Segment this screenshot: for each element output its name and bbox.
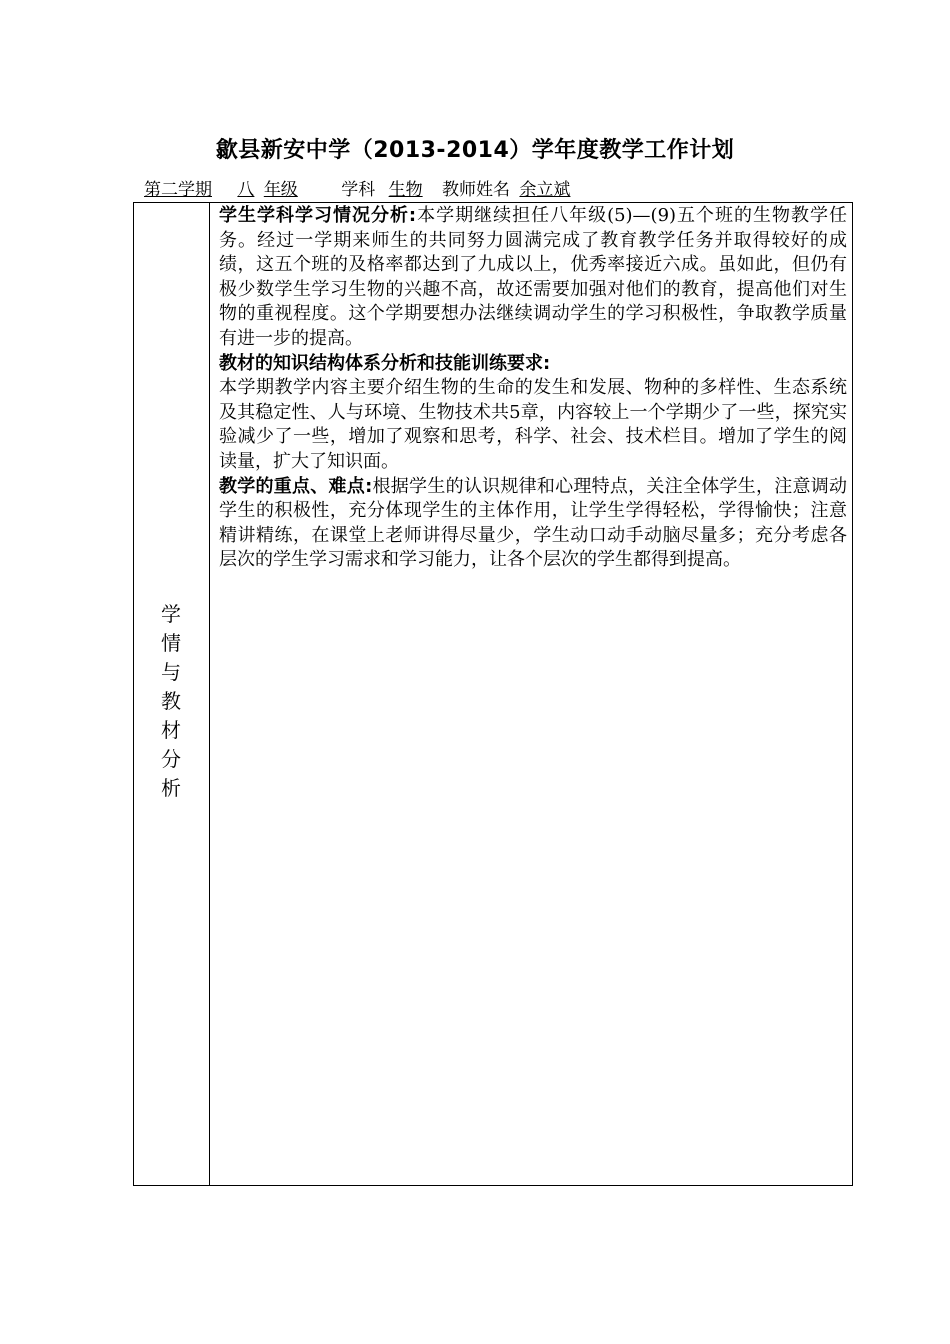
subject-label: 学科 [341,180,376,200]
subject-value: 生物 [388,180,423,200]
column-divider [209,202,210,1186]
section-body: 根据学生的认识规律和心理特点，关注全体学生，注意调动学生的积极性，充分体现学生的主体作用，让学生学得轻松，学得愉快；注意精讲精练，在课堂上老师讲得尽量少，学生动口动手动脑尽量多；充分考虑各层次的学生学习需求和学习能力，让各个层次的学生都得到提高。 [219,475,848,571]
side-label-char: 学 [161,602,181,626]
teacher-label: 教师姓名 [442,180,511,200]
teacher-value: 余立斌 [519,180,571,200]
analysis-content [219,204,847,573]
grade-label: 年级 [263,180,298,200]
section-key-points [219,475,847,573]
side-label-char: 材 [161,718,181,742]
side-label-char: 与 [161,660,181,684]
section-body: 本学期继续担任八年级(5)—(9)五个班的生物教学任务。经过一学期来师生的共同努力圆满完成了教育教学任务并取得较好的成绩，这五个班的及格率都达到了九成以上，优秀率接近六成。虽如此，但仍有极少数学生学习生物的兴趣不高，故还需要加强对他们的教育，提高他们对生物的重视程度。这个学期要想办法继续调动学生的学习积极性，争取教学质量有进一步的提高。 [219,205,847,349]
side-label-char: 析 [161,776,181,800]
side-label [133,600,209,803]
document-title: 歙县新安中学（2013-2014）学年度教学工作计划 [215,138,735,163]
section-heading: 教学的重点、难点: [219,475,373,497]
grade-value: 八 [237,180,255,200]
section-student-analysis [219,204,847,352]
semester-value: 第二学期 [144,180,212,200]
side-label-char: 分 [161,747,181,771]
section-heading: 学生学科学习情况分析: [219,205,417,226]
side-label-char: 教 [161,689,181,713]
section-textbook-analysis [219,352,847,475]
meta-line [144,175,570,200]
side-label-char: 情 [161,631,181,655]
section-body: 本学期教学内容主要介绍生物的生命的发生和发展、物种的多样性、生态系统及其稳定性、人与环境、生物技术共5章，内容较上一个学期少了一些，探究实验减少了一些，增加了观察和思考，科学、社会、技术栏目。增加了学生的阅读量，扩大了知识面。 [219,377,847,472]
section-heading: 教材的知识结构体系分析和技能训练要求: [219,352,551,374]
